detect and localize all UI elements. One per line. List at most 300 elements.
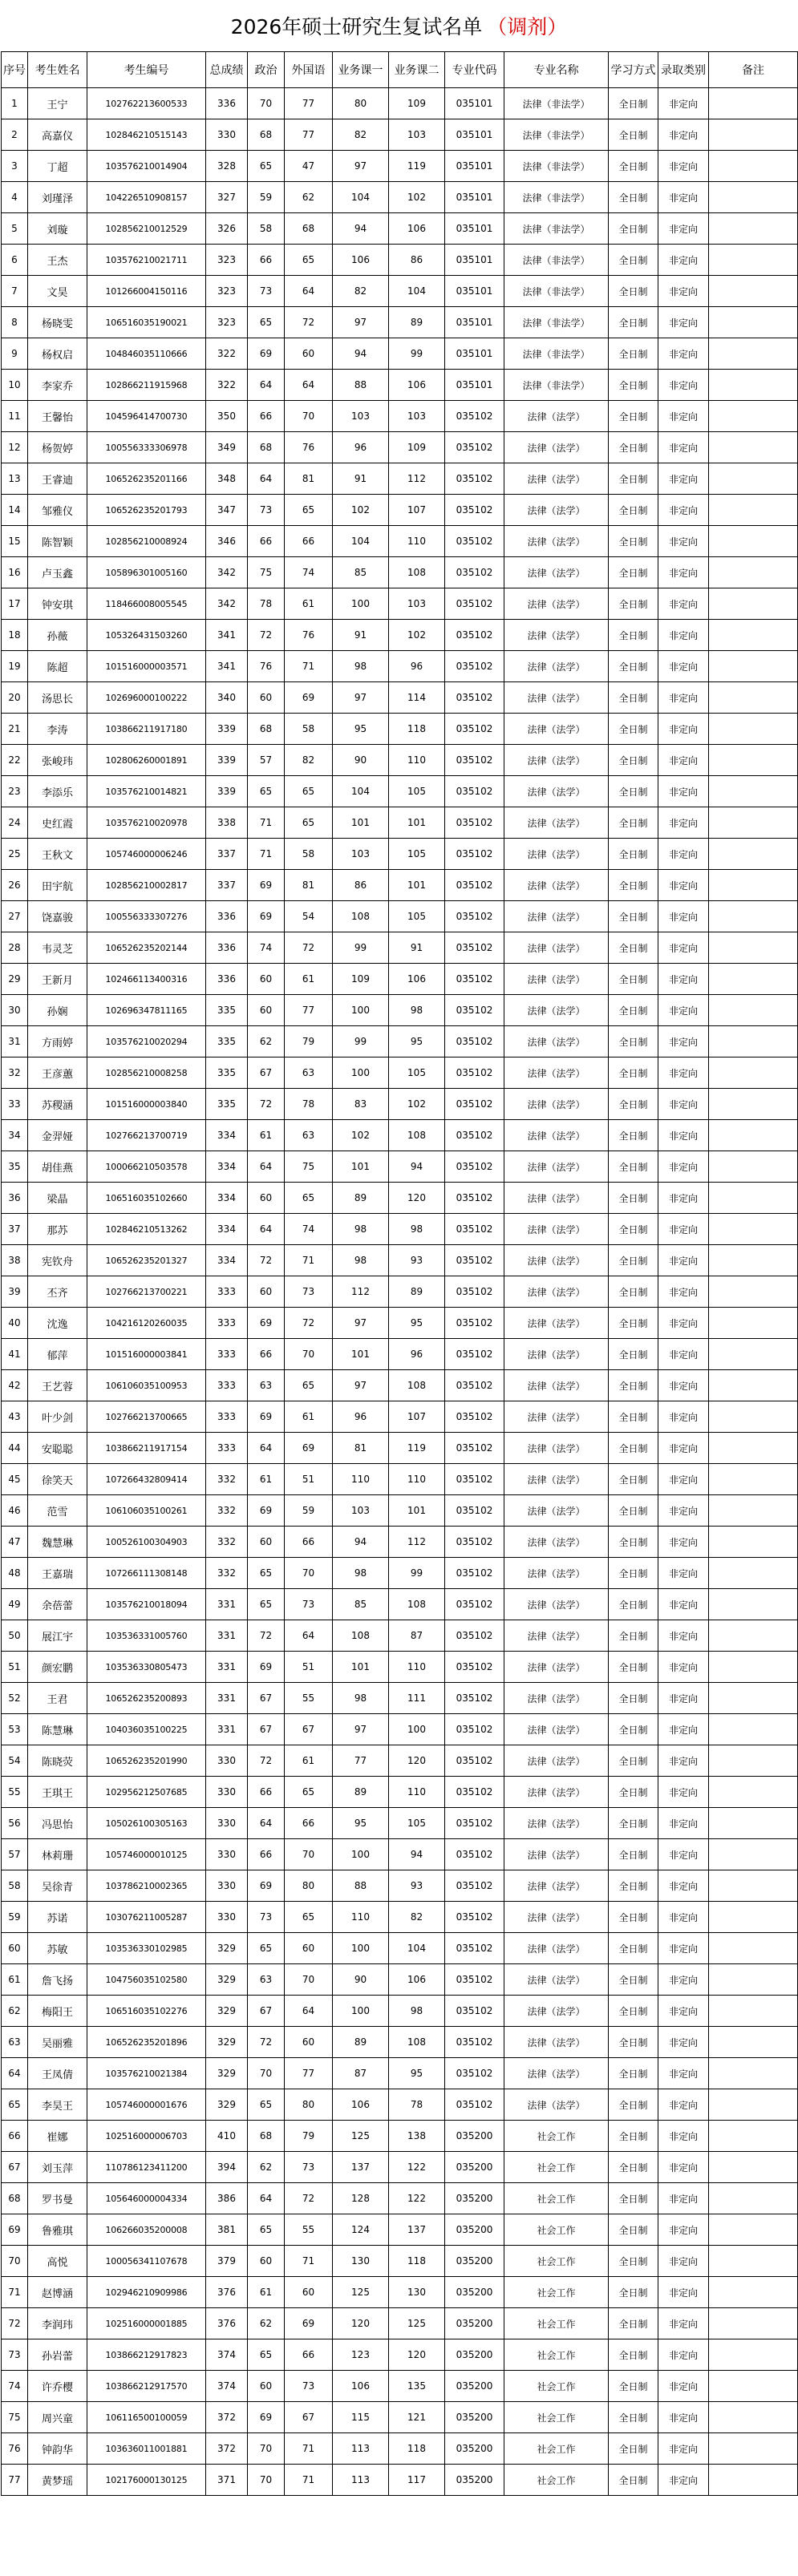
cell-subject-1: 90 <box>333 1964 389 1996</box>
cell-study-mode: 全日制 <box>609 1839 658 1870</box>
cell-politics: 65 <box>248 1933 285 1964</box>
cell-foreign-language: 66 <box>285 1808 333 1839</box>
cell-major-code: 035102 <box>445 401 504 432</box>
table-row <box>2 651 798 682</box>
cell-admission-type: 非定向 <box>658 2402 709 2433</box>
cell-remarks <box>709 1589 798 1620</box>
cell-total: 338 <box>206 807 248 839</box>
cell-major-code: 035102 <box>445 1433 504 1464</box>
cell-remarks <box>709 2308 798 2339</box>
cell-total: 331 <box>206 1714 248 1745</box>
cell-major-code: 035102 <box>445 1589 504 1620</box>
cell-politics: 68 <box>248 714 285 745</box>
cell-politics: 64 <box>248 370 285 401</box>
cell-index: 59 <box>2 1902 28 1933</box>
table-row <box>2 2402 798 2433</box>
cell-name: 冯思怡 <box>28 1808 87 1839</box>
cell-candidate-id: 100056341107678 <box>87 2246 206 2277</box>
cell-total: 336 <box>206 88 248 119</box>
cell-remarks <box>709 2371 798 2402</box>
table-row <box>2 1026 798 1057</box>
cell-index: 3 <box>2 151 28 182</box>
cell-study-mode: 全日制 <box>609 1026 658 1057</box>
cell-politics: 64 <box>248 1214 285 1245</box>
cell-foreign-language: 79 <box>285 2121 333 2152</box>
cell-subject-1: 120 <box>333 2308 389 2339</box>
cell-name: 高悦 <box>28 2246 87 2277</box>
cell-foreign-language: 65 <box>285 1370 333 1401</box>
cell-candidate-id: 103536330102985 <box>87 1933 206 1964</box>
cell-index: 8 <box>2 307 28 338</box>
cell-foreign-language: 72 <box>285 2183 333 2214</box>
cell-remarks <box>709 2152 798 2183</box>
cell-foreign-language: 74 <box>285 1214 333 1245</box>
cell-total: 335 <box>206 995 248 1026</box>
cell-candidate-id: 104846035110666 <box>87 338 206 370</box>
table-row <box>2 370 798 401</box>
cell-total: 330 <box>206 1839 248 1870</box>
cell-admission-type: 非定向 <box>658 495 709 526</box>
cell-name: 钟安琪 <box>28 588 87 620</box>
cell-index: 5 <box>2 213 28 245</box>
table-row <box>2 1089 798 1120</box>
cell-total: 329 <box>206 1964 248 1996</box>
cell-subject-1: 98 <box>333 1558 389 1589</box>
cell-name: 那苏 <box>28 1214 87 1245</box>
cell-index: 18 <box>2 620 28 651</box>
cell-admission-type: 非定向 <box>658 745 709 776</box>
table-row <box>2 901 798 932</box>
cell-subject-1: 94 <box>333 1527 389 1558</box>
cell-candidate-id: 101516000003840 <box>87 1089 206 1120</box>
cell-remarks <box>709 2183 798 2214</box>
cell-admission-type: 非定向 <box>658 1683 709 1714</box>
cell-remarks <box>709 1745 798 1777</box>
cell-name: 李润玮 <box>28 2308 87 2339</box>
cell-subject-2: 120 <box>389 1183 445 1214</box>
cell-name: 王琪王 <box>28 1777 87 1808</box>
cell-subject-1: 125 <box>333 2121 389 2152</box>
table-row <box>2 1495 798 1527</box>
header-remarks: 备注 <box>709 52 798 88</box>
cell-admission-type: 非定向 <box>658 588 709 620</box>
cell-index: 48 <box>2 1558 28 1589</box>
cell-subject-2: 107 <box>389 1401 445 1433</box>
cell-total: 341 <box>206 651 248 682</box>
cell-admission-type: 非定向 <box>658 526 709 557</box>
cell-major-code: 035200 <box>445 2121 504 2152</box>
cell-candidate-id: 102766213700221 <box>87 1276 206 1308</box>
cell-index: 9 <box>2 338 28 370</box>
cell-politics: 72 <box>248 620 285 651</box>
cell-total: 381 <box>206 2214 248 2246</box>
cell-candidate-id: 106106035100953 <box>87 1370 206 1401</box>
table-row <box>2 2433 798 2465</box>
cell-candidate-id: 102806260001891 <box>87 745 206 776</box>
cell-total: 376 <box>206 2277 248 2308</box>
cell-study-mode: 全日制 <box>609 901 658 932</box>
cell-index: 56 <box>2 1808 28 1839</box>
cell-subject-2: 98 <box>389 1214 445 1245</box>
cell-politics: 66 <box>248 245 285 276</box>
cell-subject-1: 106 <box>333 245 389 276</box>
cell-admission-type: 非定向 <box>658 1339 709 1370</box>
cell-total: 332 <box>206 1464 248 1495</box>
cell-name: 赵博涵 <box>28 2277 87 2308</box>
cell-candidate-id: 105326431503260 <box>87 620 206 651</box>
cell-foreign-language: 58 <box>285 839 333 870</box>
cell-index: 36 <box>2 1183 28 1214</box>
table-row <box>2 463 798 495</box>
cell-candidate-id: 106526235201896 <box>87 2027 206 2058</box>
header-subject-2: 业务课二 <box>389 52 445 88</box>
table-row <box>2 776 798 807</box>
table-row <box>2 526 798 557</box>
cell-major-name: 法律（法学） <box>504 714 609 745</box>
cell-major-name: 法律（法学） <box>504 557 609 588</box>
cell-total: 334 <box>206 1214 248 1245</box>
cell-major-code: 035102 <box>445 745 504 776</box>
cell-subject-2: 103 <box>389 588 445 620</box>
cell-admission-type: 非定向 <box>658 2058 709 2089</box>
table-row <box>2 964 798 995</box>
cell-subject-2: 118 <box>389 714 445 745</box>
cell-major-code: 035102 <box>445 588 504 620</box>
cell-foreign-language: 73 <box>285 2371 333 2402</box>
cell-admission-type: 非定向 <box>658 1245 709 1276</box>
cell-foreign-language: 78 <box>285 1089 333 1120</box>
cell-foreign-language: 79 <box>285 1026 333 1057</box>
cell-index: 44 <box>2 1433 28 1464</box>
cell-study-mode: 全日制 <box>609 2246 658 2277</box>
cell-politics: 58 <box>248 213 285 245</box>
cell-major-name: 法律（法学） <box>504 1589 609 1620</box>
header-politics: 政治 <box>248 52 285 88</box>
cell-index: 58 <box>2 1870 28 1902</box>
cell-study-mode: 全日制 <box>609 370 658 401</box>
cell-admission-type: 非定向 <box>658 620 709 651</box>
cell-foreign-language: 73 <box>285 2152 333 2183</box>
cell-major-name: 法律（法学） <box>504 1652 609 1683</box>
cell-subject-2: 105 <box>389 776 445 807</box>
cell-candidate-id: 103576210020294 <box>87 1026 206 1057</box>
cell-name: 余蓓蕾 <box>28 1589 87 1620</box>
cell-admission-type: 非定向 <box>658 2121 709 2152</box>
cell-study-mode: 全日制 <box>609 432 658 463</box>
cell-total: 323 <box>206 276 248 307</box>
cell-foreign-language: 60 <box>285 1933 333 1964</box>
cell-admission-type: 非定向 <box>658 1652 709 1683</box>
cell-study-mode: 全日制 <box>609 776 658 807</box>
cell-admission-type: 非定向 <box>658 932 709 964</box>
cell-major-code: 035101 <box>445 182 504 213</box>
cell-remarks <box>709 1777 798 1808</box>
table-row <box>2 1558 798 1589</box>
cell-candidate-id: 102846210515143 <box>87 119 206 151</box>
table-row <box>2 182 798 213</box>
cell-name: 汤思长 <box>28 682 87 714</box>
cell-major-name: 法律（非法学） <box>504 119 609 151</box>
cell-remarks <box>709 1464 798 1495</box>
cell-name: 罗书曼 <box>28 2183 87 2214</box>
cell-name: 韦灵芝 <box>28 932 87 964</box>
cell-subject-1: 82 <box>333 276 389 307</box>
cell-candidate-id: 102696347811165 <box>87 995 206 1026</box>
cell-foreign-language: 58 <box>285 714 333 745</box>
table-row <box>2 1714 798 1745</box>
cell-subject-2: 108 <box>389 557 445 588</box>
cell-subject-2: 105 <box>389 1808 445 1839</box>
cell-major-code: 035102 <box>445 839 504 870</box>
cell-major-name: 社会工作 <box>504 2246 609 2277</box>
cell-subject-2: 86 <box>389 245 445 276</box>
cell-study-mode: 全日制 <box>609 807 658 839</box>
cell-politics: 64 <box>248 463 285 495</box>
cell-major-name: 法律（法学） <box>504 1745 609 1777</box>
cell-foreign-language: 69 <box>285 1433 333 1464</box>
cell-politics: 61 <box>248 1120 285 1151</box>
cell-subject-1: 100 <box>333 1933 389 1964</box>
cell-index: 61 <box>2 1964 28 1996</box>
cell-subject-1: 124 <box>333 2214 389 2246</box>
cell-candidate-id: 100556333307276 <box>87 901 206 932</box>
cell-admission-type: 非定向 <box>658 1714 709 1745</box>
cell-major-name: 法律（法学） <box>504 1683 609 1714</box>
cell-study-mode: 全日制 <box>609 1933 658 1964</box>
cell-index: 68 <box>2 2183 28 2214</box>
cell-politics: 64 <box>248 1808 285 1839</box>
table-row <box>2 870 798 901</box>
cell-major-code: 035102 <box>445 714 504 745</box>
cell-major-code: 035200 <box>445 2371 504 2402</box>
cell-major-code: 035102 <box>445 807 504 839</box>
cell-remarks <box>709 307 798 338</box>
cell-remarks <box>709 588 798 620</box>
cell-admission-type: 非定向 <box>658 2246 709 2277</box>
cell-major-name: 法律（法学） <box>504 1620 609 1652</box>
cell-admission-type: 非定向 <box>658 182 709 213</box>
header-subject-1: 业务课一 <box>333 52 389 88</box>
cell-index: 27 <box>2 901 28 932</box>
cell-name: 李昊王 <box>28 2089 87 2121</box>
cell-total: 341 <box>206 620 248 651</box>
table-row <box>2 714 798 745</box>
cell-politics: 62 <box>248 2152 285 2183</box>
cell-admission-type: 非定向 <box>658 1464 709 1495</box>
cell-index: 49 <box>2 1589 28 1620</box>
cell-foreign-language: 63 <box>285 1120 333 1151</box>
cell-candidate-id: 102766213700719 <box>87 1120 206 1151</box>
cell-subject-2: 111 <box>389 1683 445 1714</box>
cell-index: 60 <box>2 1933 28 1964</box>
cell-subject-1: 103 <box>333 401 389 432</box>
table-row <box>2 588 798 620</box>
cell-remarks <box>709 870 798 901</box>
cell-major-code: 035102 <box>445 1839 504 1870</box>
cell-remarks <box>709 401 798 432</box>
cell-major-code: 035102 <box>445 1558 504 1589</box>
cell-index: 62 <box>2 1996 28 2027</box>
cell-candidate-id: 103576210018094 <box>87 1589 206 1620</box>
cell-foreign-language: 69 <box>285 2308 333 2339</box>
cell-name: 孙薇 <box>28 620 87 651</box>
cell-total: 329 <box>206 2027 248 2058</box>
cell-index: 12 <box>2 432 28 463</box>
cell-remarks <box>709 1683 798 1714</box>
cell-remarks <box>709 1401 798 1433</box>
table-row <box>2 1308 798 1339</box>
cell-major-name: 社会工作 <box>504 2339 609 2371</box>
cell-name: 饶嘉骏 <box>28 901 87 932</box>
table-row <box>2 1214 798 1245</box>
cell-subject-2: 100 <box>389 1714 445 1745</box>
cell-total: 332 <box>206 1495 248 1527</box>
cell-study-mode: 全日制 <box>609 276 658 307</box>
cell-admission-type: 非定向 <box>658 1495 709 1527</box>
cell-admission-type: 非定向 <box>658 714 709 745</box>
cell-major-code: 035200 <box>445 2183 504 2214</box>
cell-admission-type: 非定向 <box>658 2089 709 2121</box>
cell-study-mode: 全日制 <box>609 526 658 557</box>
cell-politics: 67 <box>248 1714 285 1745</box>
cell-index: 51 <box>2 1652 28 1683</box>
cell-remarks <box>709 276 798 307</box>
cell-name: 文昊 <box>28 276 87 307</box>
header-candidate-id: 考生编号 <box>87 52 206 88</box>
cell-index: 39 <box>2 1276 28 1308</box>
table-row <box>2 1589 798 1620</box>
cell-index: 16 <box>2 557 28 588</box>
page-title <box>0 0 798 51</box>
cell-subject-1: 97 <box>333 1370 389 1401</box>
cell-admission-type: 非定向 <box>658 2183 709 2214</box>
cell-politics: 57 <box>248 745 285 776</box>
cell-major-name: 法律（法学） <box>504 526 609 557</box>
cell-foreign-language: 54 <box>285 901 333 932</box>
cell-foreign-language: 62 <box>285 182 333 213</box>
cell-subject-1: 125 <box>333 2277 389 2308</box>
cell-foreign-language: 71 <box>285 2433 333 2465</box>
cell-study-mode: 全日制 <box>609 213 658 245</box>
table-row <box>2 1870 798 1902</box>
cell-total: 333 <box>206 1276 248 1308</box>
cell-index: 55 <box>2 1777 28 1808</box>
cell-study-mode: 全日制 <box>609 1151 658 1183</box>
cell-politics: 65 <box>248 2089 285 2121</box>
cell-major-code: 035102 <box>445 1183 504 1214</box>
cell-foreign-language: 71 <box>285 2246 333 2277</box>
cell-foreign-language: 55 <box>285 2214 333 2246</box>
cell-total: 333 <box>206 1433 248 1464</box>
cell-subject-1: 100 <box>333 1996 389 2027</box>
cell-candidate-id: 105746000001676 <box>87 2089 206 2121</box>
cell-name: 金羿娅 <box>28 1120 87 1151</box>
cell-admission-type: 非定向 <box>658 2152 709 2183</box>
cell-name: 苏敏 <box>28 1933 87 1964</box>
cell-subject-2: 95 <box>389 1026 445 1057</box>
cell-total: 334 <box>206 1183 248 1214</box>
cell-subject-2: 78 <box>389 2089 445 2121</box>
cell-candidate-id: 106266035200008 <box>87 2214 206 2246</box>
cell-admission-type: 非定向 <box>658 119 709 151</box>
cell-index: 67 <box>2 2152 28 2183</box>
cell-major-code: 035101 <box>445 338 504 370</box>
cell-total: 323 <box>206 245 248 276</box>
cell-name: 李添乐 <box>28 776 87 807</box>
cell-candidate-id: 103536330805473 <box>87 1652 206 1683</box>
cell-candidate-id: 105746000006246 <box>87 839 206 870</box>
cell-foreign-language: 63 <box>285 1057 333 1089</box>
cell-foreign-language: 60 <box>285 338 333 370</box>
cell-subject-2: 105 <box>389 839 445 870</box>
cell-index: 14 <box>2 495 28 526</box>
cell-remarks <box>709 245 798 276</box>
cell-candidate-id: 101266004150116 <box>87 276 206 307</box>
cell-study-mode: 全日制 <box>609 88 658 119</box>
cell-candidate-id: 101516000003841 <box>87 1339 206 1370</box>
cell-major-name: 社会工作 <box>504 2277 609 2308</box>
cell-foreign-language: 60 <box>285 2027 333 2058</box>
cell-politics: 68 <box>248 2121 285 2152</box>
cell-politics: 60 <box>248 682 285 714</box>
cell-candidate-id: 102946210909986 <box>87 2277 206 2308</box>
cell-subject-1: 113 <box>333 2433 389 2465</box>
cell-admission-type: 非定向 <box>658 1777 709 1808</box>
cell-candidate-id: 106526235201327 <box>87 1245 206 1276</box>
cell-politics: 65 <box>248 2214 285 2246</box>
cell-admission-type: 非定向 <box>658 1057 709 1089</box>
cell-study-mode: 全日制 <box>609 1370 658 1401</box>
title-main: 2026年硕士研究生复试名单 <box>230 15 483 38</box>
cell-total: 337 <box>206 839 248 870</box>
cell-major-name: 法律（法学） <box>504 745 609 776</box>
cell-index: 32 <box>2 1057 28 1089</box>
cell-candidate-id: 104036035100225 <box>87 1714 206 1745</box>
cell-foreign-language: 68 <box>285 213 333 245</box>
cell-remarks <box>709 1808 798 1839</box>
cell-index: 6 <box>2 245 28 276</box>
cell-remarks <box>709 776 798 807</box>
cell-major-code: 035102 <box>445 1308 504 1339</box>
cell-subject-2: 110 <box>389 745 445 776</box>
cell-study-mode: 全日制 <box>609 495 658 526</box>
cell-major-name: 法律（法学） <box>504 1245 609 1276</box>
cell-admission-type: 非定向 <box>658 995 709 1026</box>
cell-major-name: 法律（法学） <box>504 964 609 995</box>
cell-total: 332 <box>206 1527 248 1558</box>
cell-index: 75 <box>2 2402 28 2433</box>
cell-politics: 71 <box>248 839 285 870</box>
cell-subject-2: 108 <box>389 1589 445 1620</box>
table-row <box>2 1902 798 1933</box>
cell-name: 颜宏鹏 <box>28 1652 87 1683</box>
cell-politics: 69 <box>248 901 285 932</box>
cell-major-name: 法律（法学） <box>504 776 609 807</box>
cell-index: 76 <box>2 2433 28 2465</box>
table-body <box>2 88 798 2496</box>
cell-total: 337 <box>206 870 248 901</box>
cell-study-mode: 全日制 <box>609 307 658 338</box>
cell-name: 王君 <box>28 1683 87 1714</box>
cell-major-code: 035102 <box>445 1026 504 1057</box>
cell-name: 郁萍 <box>28 1339 87 1370</box>
cell-remarks <box>709 1370 798 1401</box>
cell-candidate-id: 103576210021384 <box>87 2058 206 2089</box>
cell-major-name: 法律（非法学） <box>504 245 609 276</box>
cell-index: 31 <box>2 1026 28 1057</box>
cell-foreign-language: 82 <box>285 745 333 776</box>
cell-remarks <box>709 1433 798 1464</box>
